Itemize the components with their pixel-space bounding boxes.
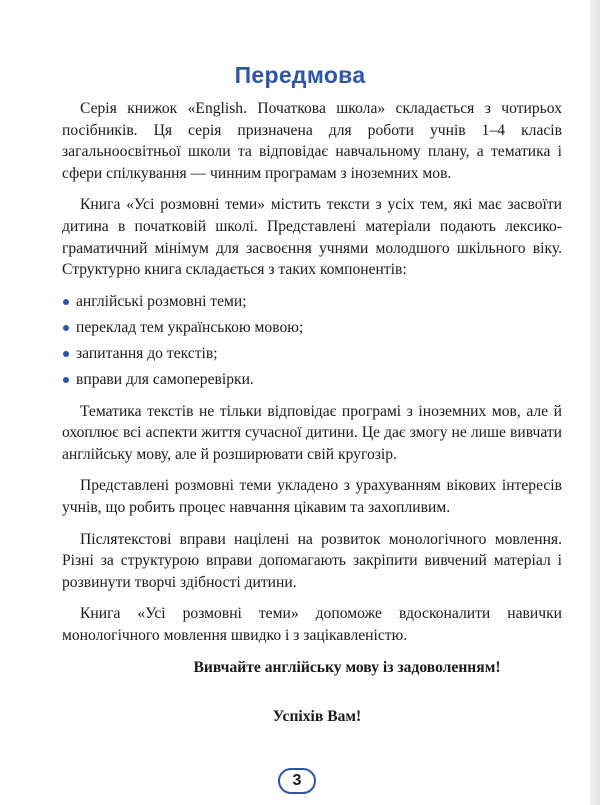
page-number: 3 — [278, 768, 316, 794]
list-item — [62, 291, 562, 313]
bullet-icon — [63, 299, 69, 305]
closing-wish: Вивчайте англійську мову із задоволенням! — [193, 658, 501, 676]
list-item-text: вправи для самоперевірки. — [76, 371, 254, 389]
components-list — [62, 291, 562, 391]
preface-body — [62, 98, 562, 728]
paragraph-interests: Представлені розмовні теми укладено з урахуванням вікових інтересів учнів, що робить процес навчання цікавим та захопливим. — [62, 477, 562, 516]
bullet-icon — [63, 325, 69, 331]
list-item — [62, 369, 562, 391]
page-edge — [590, 0, 600, 805]
paragraph-topics: Тематика текстів не тільки відповідає програмі з іноземних мов, але й охоплює всі аспекти життя сучасної дитини. Це дає змогу не лише вивчати англійську мову, але й розширювати свій кругозір. — [62, 402, 562, 463]
paragraph-skills: Книга «Усі розмовні теми» допоможе вдосконалити навички монологічного мовлення швидко і з зацікавленістю. — [62, 605, 562, 644]
bullet-icon — [63, 351, 69, 357]
list-item — [62, 343, 562, 365]
closing-greeting: Успіхів Вам! — [272, 708, 362, 726]
paragraph-exercises: Післятекстові вправи націлені на розвиток монологічного мовлення. Різні за структурою вправи допомагають закріпити вивчений матеріал і розвинути творчі здібності дитини. — [62, 530, 562, 591]
list-item-text: переклад тем українською мовою; — [76, 318, 304, 336]
page-title: Передмова — [234, 62, 366, 88]
list-item-text: англійські розмовні теми; — [76, 292, 247, 310]
list-item-text: запитання до текстів; — [76, 344, 218, 362]
list-item — [62, 317, 562, 339]
paragraph-book: Книга «Усі розмовні теми» містить тексти з усіх тем, які має засвоїти дитина в початковій школі. Представлені матеріали подають лексико-граматичний мінімум для засвоєння учнями молодшого шкільного віку. Структурно книга складається з таких компонентів: — [62, 196, 562, 279]
bullet-icon — [63, 377, 69, 383]
paragraph-series: Серія книжок «English. Початкова школа» складається з чотирьох посібників. Ця серія призначена для роботи учнів 1–4 класів загальноосвітньої школи та відповідає навчальному плану, а тематика і сфери спілкування — чинним програмам з іноземних мов. — [62, 100, 562, 182]
